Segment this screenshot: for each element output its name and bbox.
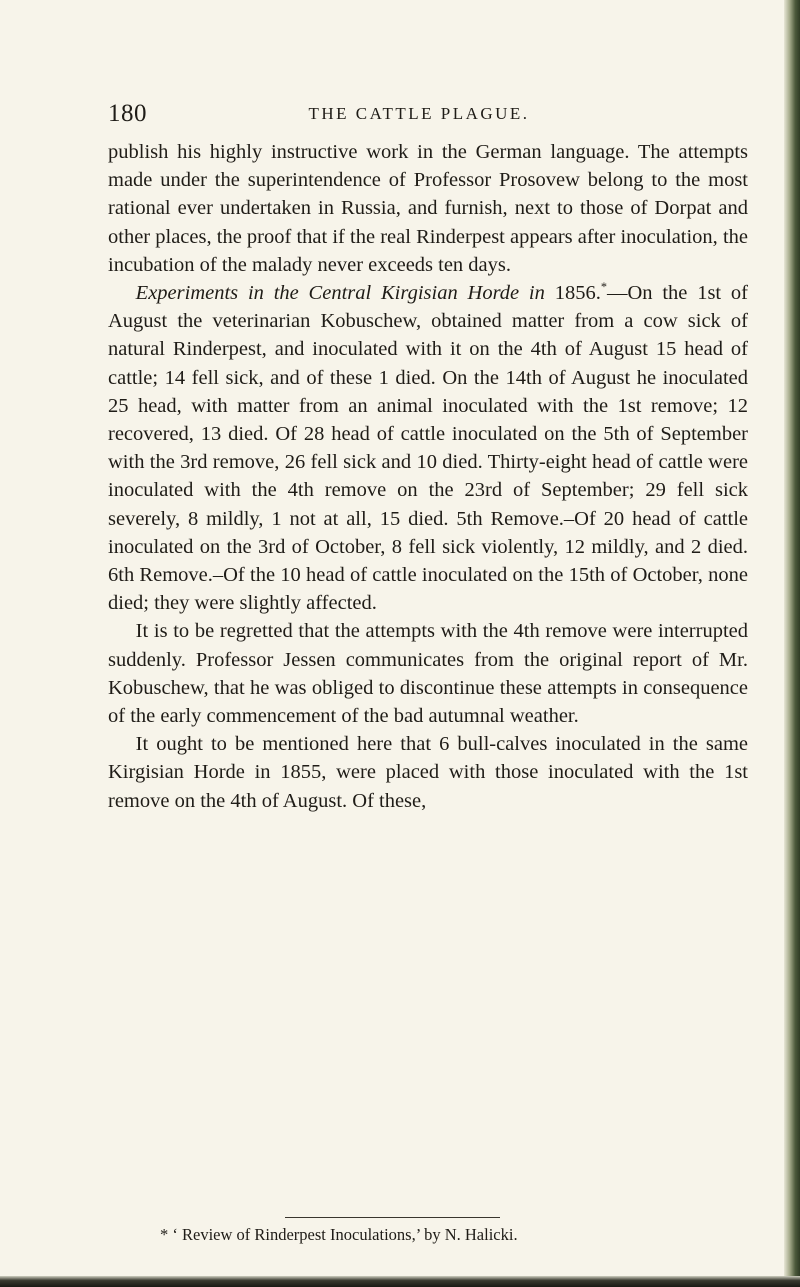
- page-header: [108, 100, 748, 130]
- page-number: 180: [108, 100, 147, 127]
- running-title: THE CATTLE PLAGUE.: [308, 104, 530, 123]
- paragraph-regret: It is to be regretted that the attempts with the 4th remove were interrupted suddenly. Professor Jessen communicates from the original report of Mr. Kobuschew, that he was obliged to discontinue these attempts in consequence of the early commencement of the bad autumnal weather.: [108, 620, 748, 728]
- body-text: [108, 138, 748, 815]
- paragraph-experiments-body: —On the 1st of August the veterinarian Kobuschew, obtained matter from a cow sick of natural Rinderpest, and inoculated with it on the 4th of August 15 head of cattle; 14 fell sick, and of these 1 died. On the 14th of August he inoculated 25 head, with matter from an animal inoculated with the 1st remove; 12 recovered, 13 died. Of 28 head of cattle inoculated on the 5th of September with the 3rd remove, 26 fell sick and 10 died. Thirty-eight head of cattle were inoculated with the 4th remove on the 23rd of September; 29 fell sick severely, 8 mildly, 1 not at all, 15 died. 5th Remove.–Of 20 head of cattle inoculated on the 3rd of October, 8 fell sick violently, 12 mildly, and 2 died. 6th Remove.–Of the 10 head of cattle inoculated on the 15th of October, none died; they were slightly affected.: [108, 282, 749, 615]
- section-year: 1856.: [554, 282, 601, 305]
- footnote-marker-bottom: *: [160, 1225, 169, 1244]
- paragraph-continuation: publish his highly instructive work in the German language. The attempts made under the superintendence of Professor Prosovew belong to the most rational ever undertaken in Russia, and furnish, next to those of Dorpat and other places, the proof that if the real Rinderpest appears after inoculation, the incubation of the malady never exceeds ten days.: [108, 141, 748, 276]
- footnote-marker: *: [600, 280, 607, 295]
- section-heading: Experiments in the Central Kirgisian Horde in: [135, 282, 545, 305]
- footnote-rule: [285, 1217, 500, 1218]
- footnote-text: ‘ Review of Rinderpest Inoculations,’ by N. Halicki.: [172, 1225, 518, 1244]
- paragraph-experiments: [108, 279, 748, 617]
- footnote: [160, 1224, 760, 1246]
- paragraph-bull-calves: It ought to be mentioned here that 6 bull-calves inoculated in the same Kirgisian Horde in 1855, were placed with those inoculated with the 1st remove on the 4th of August. Of these,: [108, 733, 748, 812]
- book-spine-edge: [784, 0, 800, 1287]
- page-bottom-edge: [0, 1276, 800, 1287]
